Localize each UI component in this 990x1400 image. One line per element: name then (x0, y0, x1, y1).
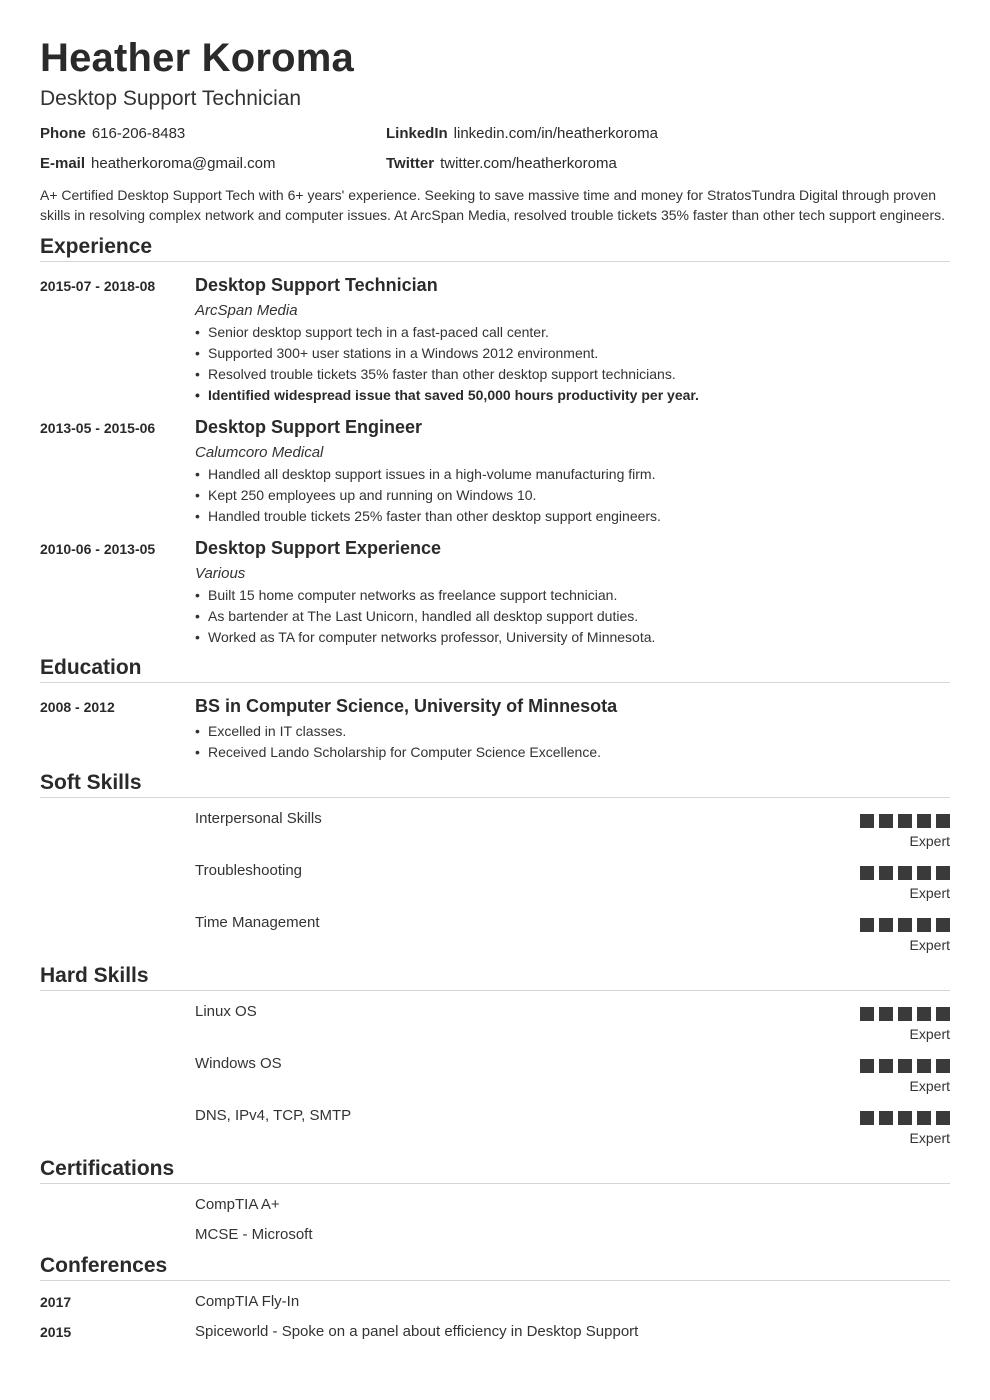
skill-level: Expert (909, 885, 950, 901)
section-divider (40, 797, 950, 798)
section-title-experience: Experience (40, 235, 153, 258)
skill-level: Expert (909, 1078, 950, 1094)
twitter-label: Twitter (386, 155, 435, 172)
rating-square (860, 1111, 874, 1125)
job-company: ArcSpan Media (195, 302, 298, 319)
skill-rating (860, 866, 950, 880)
rating-square (879, 918, 893, 932)
job-company: Various (195, 565, 246, 582)
job-company: Calumcoro Medical (195, 444, 324, 461)
rating-square (860, 1007, 874, 1021)
section-title-education: Education (40, 656, 142, 679)
list-item: • Kept 250 employees up and running on Windows 10. (195, 485, 935, 506)
rating-square (879, 1059, 893, 1073)
rating-square (860, 866, 874, 880)
skill-name: Troubleshooting (195, 862, 303, 879)
phone-label: Phone (40, 125, 86, 142)
phone-value: 616-206-8483 (91, 125, 186, 142)
skill-rating (860, 814, 950, 828)
section-title-conferences: Conferences (40, 1254, 168, 1277)
skill-level: Expert (909, 1026, 950, 1042)
rating-square (936, 1007, 950, 1021)
certification-item: MCSE - Microsoft (195, 1226, 313, 1243)
twitter-value: twitter.com/heatherkoroma (440, 155, 617, 172)
section-divider (40, 682, 950, 683)
job-dates: 2013-05 - 2015-06 (40, 420, 156, 436)
education-dates: 2008 - 2012 (40, 699, 115, 715)
list-item: • Built 15 home computer networks as freelance support technician. (195, 585, 935, 606)
skill-name: Linux OS (195, 1003, 257, 1020)
skill-level: Expert (909, 833, 950, 849)
skill-level: Expert (909, 937, 950, 953)
job-dates: 2010-06 - 2013-05 (40, 541, 156, 557)
rating-square (898, 1111, 912, 1125)
rating-square (936, 814, 950, 828)
conference-text: Spiceworld - Spoke on a panel about efficiency in Desktop Support (195, 1323, 639, 1340)
contact-email (40, 154, 275, 174)
email-value: heatherkoroma@gmail.com (91, 155, 276, 172)
rating-square (879, 814, 893, 828)
list-item: • Supported 300+ user stations in a Windows 2012 environment. (195, 343, 935, 364)
list-item: • Senior desktop support tech in a fast-paced call center. (195, 322, 935, 343)
contact-twitter (386, 154, 617, 174)
job-bullets (195, 322, 935, 406)
skill-rating (860, 918, 950, 932)
section-divider (40, 990, 950, 991)
contact-linkedin (386, 124, 658, 144)
section-title-soft-skills: Soft Skills (40, 771, 142, 794)
rating-square (860, 918, 874, 932)
skill-name: Windows OS (195, 1055, 282, 1072)
rating-square (879, 1111, 893, 1125)
rating-square (860, 1059, 874, 1073)
list-item: • As bartender at The Last Unicorn, handled all desktop support duties. (195, 606, 935, 627)
skill-name: Interpersonal Skills (195, 810, 322, 827)
linkedin-label: LinkedIn (386, 125, 448, 142)
list-item: • Excelled in IT classes. (195, 721, 935, 742)
rating-square (917, 814, 931, 828)
skill-rating (860, 1111, 950, 1125)
email-label: E-mail (40, 155, 86, 172)
rating-square (936, 866, 950, 880)
conference-year: 2015 (40, 1324, 72, 1340)
section-divider (40, 261, 950, 262)
rating-square (917, 1111, 931, 1125)
rating-square (936, 1111, 950, 1125)
rating-square (917, 866, 931, 880)
list-item: • Worked as TA for computer networks professor, University of Minnesota. (195, 627, 935, 648)
rating-square (898, 918, 912, 932)
section-divider (40, 1183, 950, 1184)
list-item: • Handled all desktop support issues in a high-volume manufacturing firm. (195, 464, 935, 485)
job-title: Desktop Support Engineer (195, 417, 423, 437)
certification-item: CompTIA A+ (195, 1196, 280, 1213)
rating-square (879, 1007, 893, 1021)
list-item: • Handled trouble tickets 25% faster than other desktop support engineers. (195, 506, 935, 527)
candidate-role: Desktop Support Technician (40, 87, 302, 110)
section-title-certifications: Certifications (40, 1157, 175, 1180)
job-bullets (195, 464, 935, 527)
list-item: • Identified widespread issue that saved 50,000 hours productivity per year. (195, 385, 935, 406)
job-dates: 2015-07 - 2018-08 (40, 278, 156, 294)
rating-square (936, 918, 950, 932)
rating-square (860, 814, 874, 828)
rating-square (898, 1059, 912, 1073)
rating-square (898, 814, 912, 828)
list-item: • Resolved trouble tickets 35% faster than other desktop support technicians. (195, 364, 935, 385)
rating-square (898, 1007, 912, 1021)
skill-rating (860, 1007, 950, 1021)
candidate-name: Heather Koroma (40, 36, 354, 80)
degree-title: BS in Computer Science, University of Minnesota (195, 696, 618, 716)
linkedin-value: linkedin.com/in/heatherkoroma (453, 125, 658, 142)
summary-paragraph: A+ Certified Desktop Support Tech with 6+ years' experience. Seeking to save massive time and money for StratosTundra Digital through proven skills in resolving complex network and computer issues. At ArcSpan Media, resolved trouble tickets 35% faster than other tech support engineers. (40, 187, 946, 223)
rating-square (898, 866, 912, 880)
section-divider (40, 1280, 950, 1281)
rating-square (917, 918, 931, 932)
education-bullets (195, 721, 935, 763)
job-title: Desktop Support Experience (195, 538, 442, 558)
contact-phone (40, 124, 185, 144)
rating-square (917, 1007, 931, 1021)
conference-text: CompTIA Fly-In (195, 1293, 300, 1310)
list-item: • Received Lando Scholarship for Computer Science Excellence. (195, 742, 935, 763)
skill-level: Expert (909, 1130, 950, 1146)
skill-rating (860, 1059, 950, 1073)
skill-name: DNS, IPv4, TCP, SMTP (195, 1107, 352, 1124)
conference-year: 2017 (40, 1294, 72, 1310)
section-title-hard-skills: Hard Skills (40, 964, 149, 987)
rating-square (917, 1059, 931, 1073)
rating-square (936, 1059, 950, 1073)
job-title: Desktop Support Technician (195, 275, 438, 295)
rating-square (879, 866, 893, 880)
job-bullets (195, 585, 935, 648)
skill-name: Time Management (195, 914, 320, 931)
